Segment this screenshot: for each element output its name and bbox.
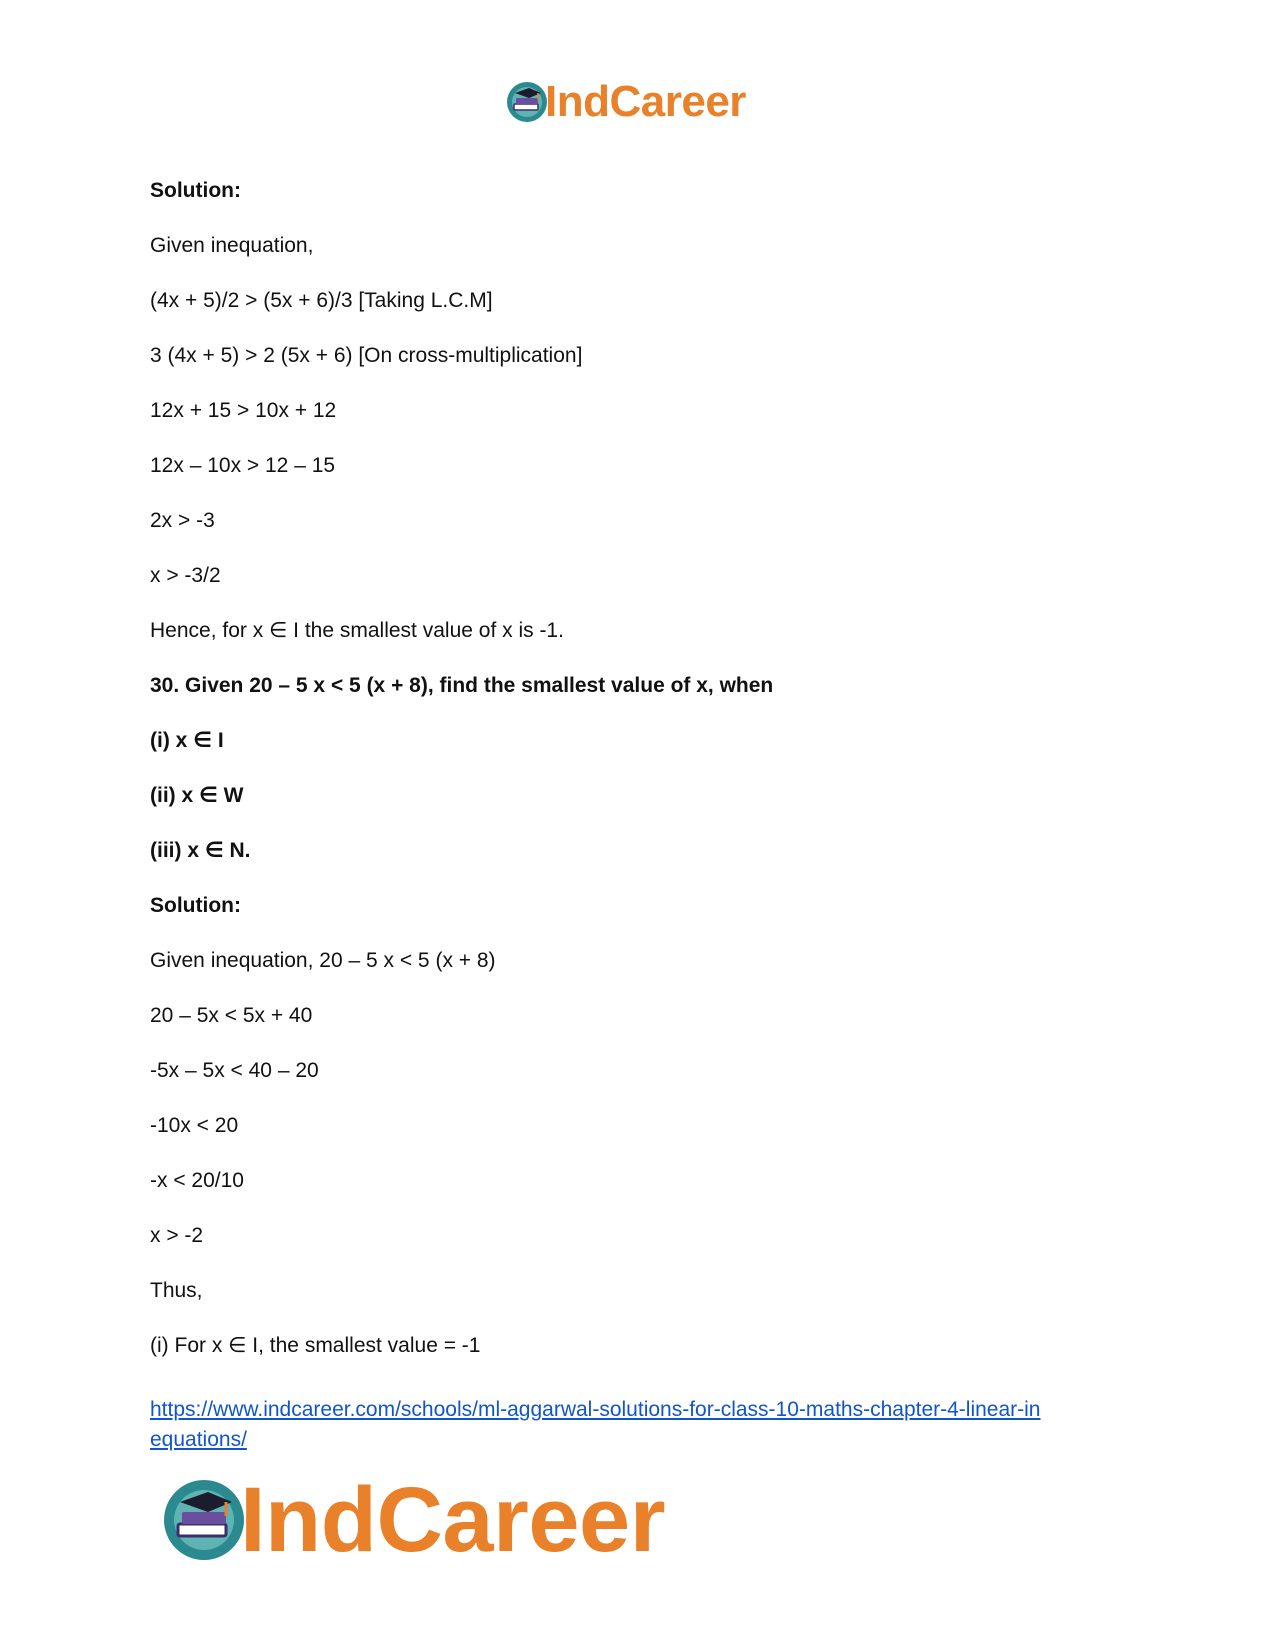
text-line: 12x + 15 > 10x + 12	[150, 399, 337, 422]
text-line: (i) For x ∈ I, the smallest value = -1	[150, 1334, 481, 1357]
text-line: 12x – 10x > 12 – 15	[150, 454, 336, 477]
text-line: Given inequation, 20 – 5 x < 5 (x + 8)	[150, 949, 496, 972]
footer-logo	[160, 1469, 665, 1571]
bold-text-line: (ii) x ∈ W	[150, 784, 244, 807]
bold-text-line: 30. Given 20 – 5 x < 5 (x + 8), find the smallest value of x, when	[150, 674, 774, 697]
header-logo	[505, 78, 746, 126]
text-line: 20 – 5x < 5x + 40	[150, 1004, 313, 1027]
logo-wordmark: IndCareer	[545, 77, 746, 126]
bold-text-line: (iii) x ∈ N.	[150, 839, 251, 862]
text-line: -10x < 20	[150, 1114, 239, 1137]
source-link-line-1: https://www.indcareer.com/schools/ml-aggarwal-solutions-for-class-10-maths-chapter-4-linear-in	[150, 1398, 1041, 1421]
text-line: x > -2	[150, 1224, 204, 1247]
document-body	[150, 177, 1150, 1387]
graduation-book-icon	[160, 1476, 248, 1564]
bold-text-line: Solution:	[150, 894, 241, 917]
text-line: Given inequation,	[150, 234, 314, 257]
text-line: Hence, for x ∈ I the smallest value of x is -1.	[150, 619, 564, 642]
graduation-book-icon	[505, 80, 549, 124]
text-line: Thus,	[150, 1279, 203, 1302]
text-line: x > -3/2	[150, 564, 221, 587]
source-link-line-2: equations/	[150, 1428, 247, 1451]
bold-text-line: (i) x ∈ I	[150, 729, 224, 752]
source-link[interactable]	[150, 1395, 1150, 1455]
bold-text-line: Solution:	[150, 179, 241, 202]
text-line: 3 (4x + 5) > 2 (5x + 6) [On cross-multiplication]	[150, 344, 583, 367]
logo-wordmark: IndCareer	[240, 1469, 665, 1571]
text-line: 2x > -3	[150, 509, 215, 532]
text-line: (4x + 5)/2 > (5x + 6)/3 [Taking L.C.M]	[150, 289, 493, 312]
text-line: -5x – 5x < 40 – 20	[150, 1059, 319, 1082]
text-line: -x < 20/10	[150, 1169, 244, 1192]
